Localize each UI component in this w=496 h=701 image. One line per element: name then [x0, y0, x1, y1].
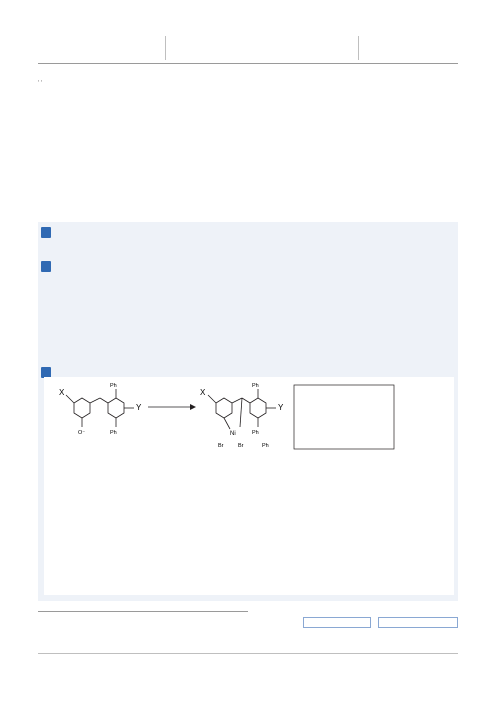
- ni-label: Ni: [230, 431, 236, 437]
- view-html-button[interactable]: [303, 617, 371, 628]
- citation-line: , ,: [38, 77, 43, 83]
- graphic-canvas: [44, 377, 454, 595]
- supporting-info-button[interactable]: [378, 617, 458, 628]
- footnote-rule: [38, 611, 248, 612]
- position-y-label: Y: [278, 403, 284, 412]
- br-label: Br: [238, 443, 244, 449]
- ph-label: Ph: [252, 383, 259, 389]
- graphic-abstract: [44, 377, 454, 595]
- ph-label: Ph: [252, 430, 259, 436]
- main-observation-heading: [41, 261, 51, 272]
- ph-label: Ph: [110, 430, 117, 436]
- header-rule: [38, 63, 458, 64]
- ph-label: Ph: [262, 443, 269, 449]
- nickel-complex: [208, 389, 276, 429]
- page-rule: [38, 653, 458, 654]
- ligand-structure: [66, 389, 134, 427]
- ligand-legend-box: [294, 385, 394, 449]
- position-x-label: X: [200, 388, 206, 397]
- arrow-head: [190, 404, 196, 410]
- ph-label: Ph: [110, 383, 117, 389]
- header-divider: [358, 36, 359, 60]
- o-label: O⁻: [78, 430, 86, 436]
- position-x-label: X: [59, 388, 65, 397]
- keywords-heading: [41, 227, 51, 238]
- header-divider: [165, 36, 166, 60]
- position-y-label: Y: [136, 403, 142, 412]
- br-label: Br: [218, 443, 224, 449]
